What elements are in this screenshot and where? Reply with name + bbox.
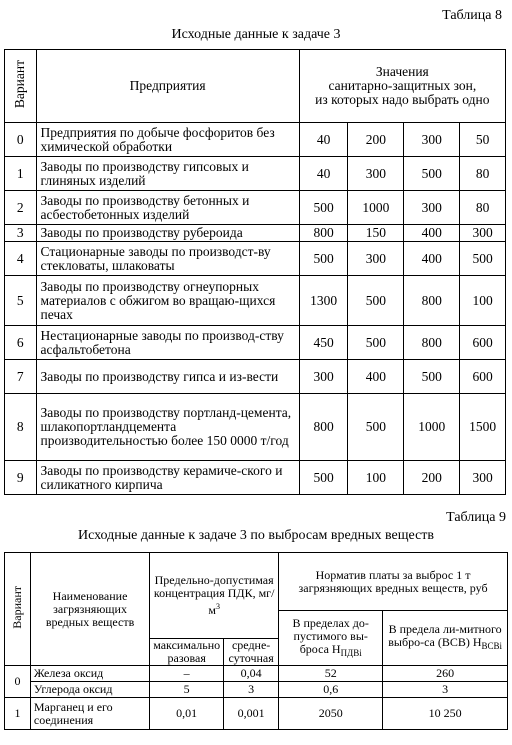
- pdk-daily-header: средне-суточная: [224, 639, 279, 666]
- fee-pdv-cell: 2050: [279, 698, 383, 730]
- value-cell: 1000: [404, 394, 460, 461]
- value-cell: 500: [299, 191, 348, 225]
- value-cell: 200: [404, 461, 460, 495]
- table-row: [5, 225, 506, 242]
- enterprise-cell: Заводы по производству гипса и из-вести: [36, 360, 299, 394]
- table8-caption: Таблица 8: [442, 8, 502, 23]
- value-cell: 500: [404, 157, 460, 191]
- substance-header: Наименование загрязняющих вредных веществ: [30, 553, 149, 666]
- enterprise-cell: Нестационарные заводы по производ-ству асфальтобетона: [36, 326, 299, 360]
- table8-header-row: [5, 50, 506, 123]
- variant-cell: 6: [5, 326, 37, 360]
- enterprise-cell: Заводы по производству рубероида: [36, 225, 299, 242]
- values-header: Значения санитарно-защитных зон, из которых надо выбрать одно: [299, 50, 505, 123]
- value-cell: 400: [348, 360, 404, 394]
- value-cell: 800: [404, 276, 460, 326]
- table-row: [5, 157, 506, 191]
- value-cell: 600: [460, 360, 506, 394]
- pdk-daily-cell: 3: [224, 682, 279, 698]
- value-cell: 300: [348, 242, 404, 276]
- value-cell: 1000: [348, 191, 404, 225]
- table-row: [5, 698, 508, 730]
- value-cell: 800: [299, 225, 348, 242]
- fee-vsv-header: В предела ли-митного выбро-са (ВСВ) $Н_{ВСВi}$: [383, 611, 508, 666]
- value-cell: 300: [299, 360, 348, 394]
- value-cell: 50: [460, 123, 506, 157]
- table-row: [5, 394, 506, 461]
- variant-cell: 0: [5, 666, 31, 698]
- fee-vsv-cell: 3: [383, 682, 508, 698]
- table8: [4, 49, 506, 495]
- table-row: [5, 461, 506, 495]
- value-cell: 500: [404, 360, 460, 394]
- value-cell: 80: [460, 191, 506, 225]
- value-cell: 500: [348, 326, 404, 360]
- table-row: [5, 666, 508, 682]
- variant-cell: 4: [5, 242, 37, 276]
- variant-cell: 9: [5, 461, 37, 495]
- fee-header: Норматив платы за выброс 1 т загрязняющих вредных веществ, руб: [279, 553, 508, 611]
- enterprise-cell: Заводы по производству бетонных и асбестобетонных изделий: [36, 191, 299, 225]
- variant-cell: 1: [5, 698, 31, 730]
- pdk-header: Предельно-допустимая концентрация ПДК, $мг/м^3$: [150, 553, 279, 639]
- value-cell: 800: [299, 394, 348, 461]
- value-cell: 300: [460, 225, 506, 242]
- value-cell: 100: [460, 276, 506, 326]
- table9: [4, 552, 508, 730]
- pdk-max-cell: 5: [150, 682, 224, 698]
- value-cell: 40: [299, 157, 348, 191]
- variant-cell: 2: [5, 191, 37, 225]
- variant-header: Вариант: [5, 50, 37, 123]
- fee-vsv-cell: 10 250: [383, 698, 508, 730]
- enterprise-cell: Заводы по производству керамиче-ского и силикатного кирпича: [36, 461, 299, 495]
- fee-vsv-cell: 260: [383, 666, 508, 682]
- enterprise-cell: Заводы по производству гипсовых и глиняных изделий: [36, 157, 299, 191]
- variant-cell: 1: [5, 157, 37, 191]
- fee-pdv-cell: 52: [279, 666, 383, 682]
- value-cell: 100: [348, 461, 404, 495]
- table-row: [5, 191, 506, 225]
- value-cell: 80: [460, 157, 506, 191]
- value-cell: 400: [404, 242, 460, 276]
- variant-header: Вариант: [5, 553, 31, 666]
- table9-title: Исходные данные к задаче 3 по выбросам вредных веществ: [77, 528, 435, 543]
- table9-caption: Таблица 9: [446, 510, 506, 525]
- pdk-max-header: максимально разовая: [150, 639, 224, 666]
- value-cell: 40: [299, 123, 348, 157]
- enterprise-cell: Предприятия по добыче фосфоритов без химической обработки: [36, 123, 299, 157]
- value-cell: 300: [404, 123, 460, 157]
- table-row: [5, 123, 506, 157]
- value-cell: 800: [404, 326, 460, 360]
- value-cell: 600: [460, 326, 506, 360]
- variant-cell: 0: [5, 123, 37, 157]
- variant-cell: 5: [5, 276, 37, 326]
- substance-cell: Железа оксид: [30, 666, 149, 682]
- value-cell: 150: [348, 225, 404, 242]
- value-cell: 500: [348, 276, 404, 326]
- value-cell: 500: [299, 461, 348, 495]
- table-row: [5, 360, 506, 394]
- value-cell: 200: [348, 123, 404, 157]
- substance-cell: Углерода оксид: [30, 682, 149, 698]
- variant-cell: 7: [5, 360, 37, 394]
- enterprise-cell: Заводы по производству огнеупорных материалов с обжигом во вращаю-щихся печах: [36, 276, 299, 326]
- value-cell: 500: [348, 394, 404, 461]
- value-cell: 400: [404, 225, 460, 242]
- pdk-max-cell: –: [150, 666, 224, 682]
- value-cell: 500: [299, 242, 348, 276]
- substance-cell: Марганец и его соединения: [30, 698, 149, 730]
- fee-pdv-cell: 0,6: [279, 682, 383, 698]
- table8-title: Исходные данные к задаче 3: [171, 27, 341, 42]
- variant-cell: 8: [5, 394, 37, 461]
- table-row: [5, 326, 506, 360]
- value-cell: 300: [348, 157, 404, 191]
- table-row: [5, 682, 508, 698]
- value-cell: 300: [404, 191, 460, 225]
- pdk-daily-cell: 0,04: [224, 666, 279, 682]
- enterprises-header: Предприятия: [36, 50, 299, 123]
- pdk-max-cell: 0,01: [150, 698, 224, 730]
- table-row: [5, 242, 506, 276]
- pdk-daily-cell: 0,001: [224, 698, 279, 730]
- enterprise-cell: Стационарные заводы по производст-ву стекловаты, шлаковаты: [36, 242, 299, 276]
- variant-cell: 3: [5, 225, 37, 242]
- value-cell: 1500: [460, 394, 506, 461]
- fee-pdv-header: В пределах до-пустимого вы-броса $Н_{ПДВi}$: [279, 611, 383, 666]
- table-row: [5, 276, 506, 326]
- enterprise-cell: Заводы по производству портланд-цемента, шлакопортландцемента производительностью более 150 0000 т/год: [36, 394, 299, 461]
- value-cell: 300: [460, 461, 506, 495]
- value-cell: 450: [299, 326, 348, 360]
- value-cell: 1300: [299, 276, 348, 326]
- value-cell: 500: [460, 242, 506, 276]
